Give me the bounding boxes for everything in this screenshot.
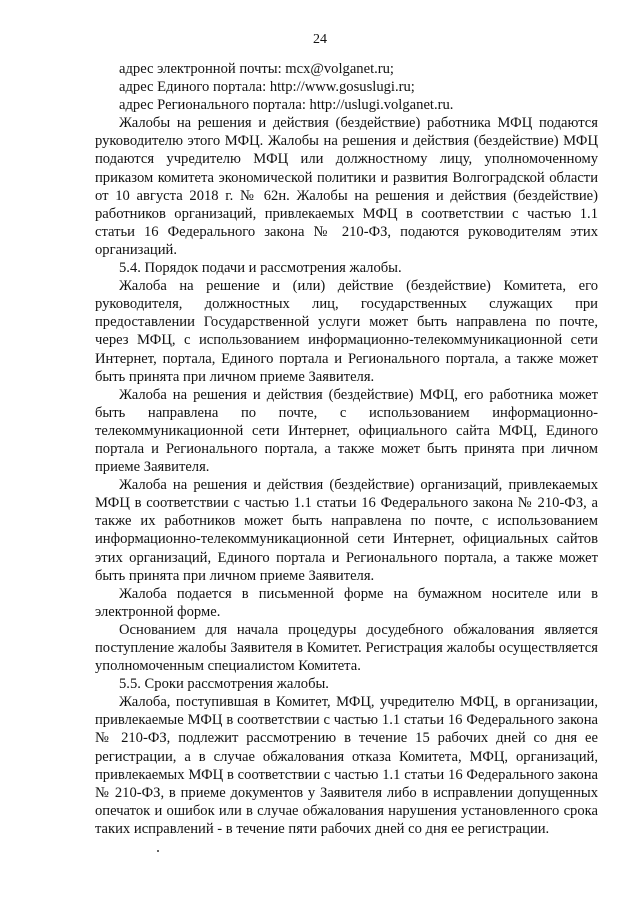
paragraph-email-address: адрес электронной почты: mcx@volganet.ru; xyxy=(119,61,394,77)
paragraph-review-terms: Жалоба, поступившая в Комитет, МФЦ, учредителю МФЦ, в организации, привлекаемые МФЦ в соответствии с частью 1.1 статьи 16 Федерального закона № 210-ФЗ, подлежит рассмотрению в течение 15 рабочих дней со дня ее регистрации, а в случае обжалования отказа Комитета, МФЦ, организаций, привлекаемых МФЦ в соответствии с частью 1.1 статьи 16 Федерального закона № 210-ФЗ, в приеме документов у Заявителя либо в исправлении допущенных опечаток и ошибок или в случае обжалования нарушения установленного срока таких исправлений - в течение пяти рабочих дней со дня ее регистрации. xyxy=(95,694,598,837)
section-heading-5-4: 5.4. Порядок подачи и рассмотрения жалобы. xyxy=(119,260,402,277)
paragraph-complaint-organizations: Жалоба на решения и действия (бездействие) организаций, привлекаемых МФЦ в соответствии с частью 1.1 статьи 16 Федерального закона № 210-ФЗ, а также их работников может быть направлена по почте, с использованием информационно-телекоммуникационной сети Интернет, официальных сайтов этих организаций, Единого портала и Регионального портала, а также может быть принята при личном приеме Заявителя. xyxy=(95,477,598,584)
paragraph-complaint-mfc: Жалоба на решения и действия (бездействие) МФЦ, его работника может быть направлена по почте, с использованием информационно-телекоммуникационной сети Интернет, официального сайта МФЦ, Единого портала и Регионального портала, а также может быть принята при личном приеме Заявителя. xyxy=(95,386,598,476)
document-body xyxy=(95,60,598,838)
scan-speck xyxy=(157,850,159,852)
paragraph-complaint-committee: Жалоба на решение и (или) действие (бездействие) Комитета, его руководителя, должностных лиц, государственных служащих при предоставлении Государственной услуги может быть направлена по почте, через МФЦ, с использованием информационно-телекоммуникационной сети Интернет, портала, Единого портала и Регионального портала, а также может быть принята при личном приеме Заявителя. xyxy=(95,278,598,385)
page-number: 24 xyxy=(313,32,327,47)
paragraph-complaint-form: Жалоба подается в письменной форме на бумажном носителе или в электронной форме. xyxy=(95,585,598,620)
paragraph-complaints-addressees: Жалобы на решения и действия (бездействие) работника МФЦ подаются руководителю этого МФЦ. Жалобы на решения и действия (бездействие) МФЦ подаются учредителю МФЦ или должностному лицу, уполномоченному приказом комитета экономической политики и развития Волгоградской области от 10 августа 2018 г. № 62н. Жалобы на решения и действия (бездействие) работников организаций, привлекаемых МФЦ в соответствии с частью 1.1 статьи 16 Федерального закона № 210-ФЗ, подаются руководителям этих организаций. xyxy=(95,115,598,258)
section-heading-5-5: 5.5. Сроки рассмотрения жалобы. xyxy=(119,676,329,693)
paragraph-regional-portal-address: адрес Регионального портала: http://uslugi.volganet.ru. xyxy=(119,97,454,114)
paragraph-complaint-basis: Основанием для начала процедуры досудебного обжалования является поступление жалобы Заявителя в Комитет. Регистрация жалобы осуществляется уполномоченным специалистом Комитета. xyxy=(95,621,598,675)
paragraph-unified-portal-address: адрес Единого портала: http://www.gosuslugi.ru; xyxy=(119,79,415,96)
